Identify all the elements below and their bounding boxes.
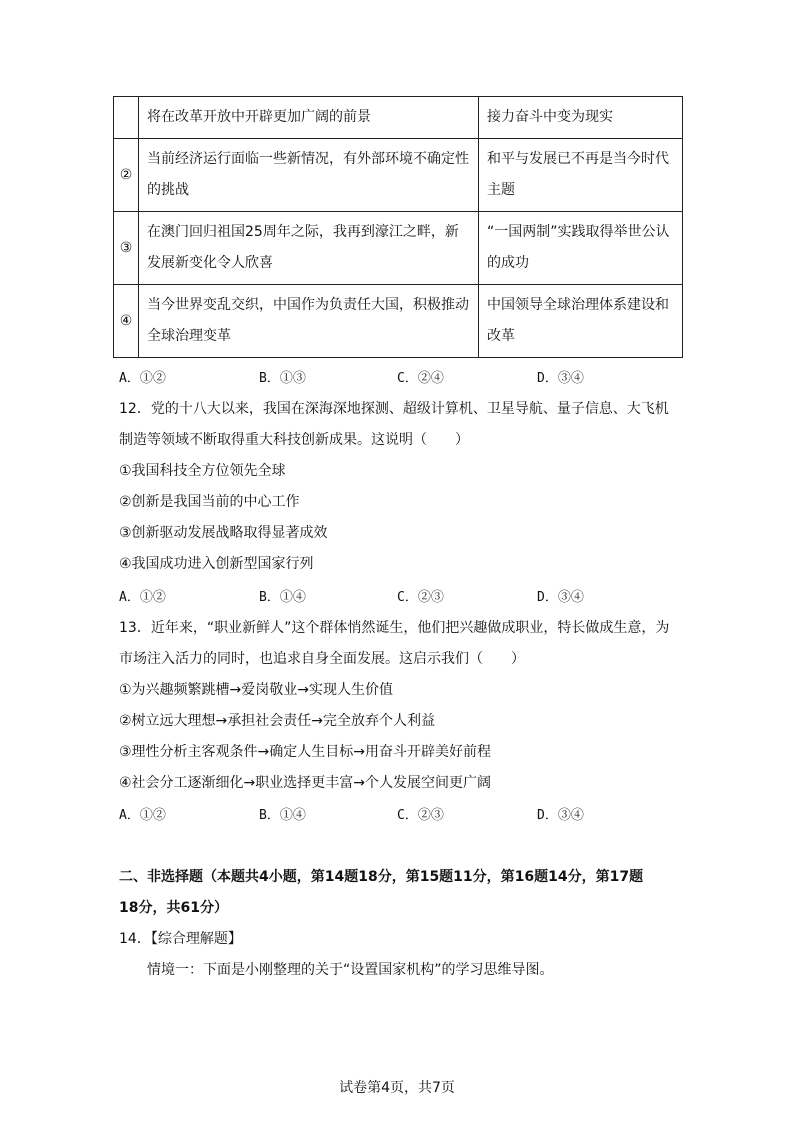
q12-stem-line1: 12．党的十八大以来，我国在深海深地探测、超级计算机、卫星导航、量子信息、大飞机 — [119, 401, 669, 417]
q11-option-b: B．①③ — [259, 371, 306, 386]
q13-stem-line1: 13．近年来，“职业新鲜人”这个群体悄然诞生，他们把兴趣做成职业，特长做成生意，为 — [119, 620, 670, 636]
table-row — [114, 212, 683, 285]
row-right-cell: 和平与发展已不再是当今时代主题 — [479, 139, 683, 212]
section-heading-line1: 二、非选择题（本题共4小题，第14题18分，第15题11分，第16题14分，第17题 — [119, 869, 644, 885]
row-left-cell: 当今世界变乱交织，中国作为负责任大国，积极推动全球治理变革 — [139, 285, 479, 358]
q12-item-3: ③创新驱动发展战略取得显著成效 — [119, 525, 328, 541]
q12-option-c: C．②③ — [397, 590, 444, 605]
q13-option-a: A．①② — [119, 808, 166, 823]
row-right-cell: 接力奋斗中变为现实 — [479, 97, 683, 139]
q13-option-d: D．③④ — [537, 808, 584, 823]
q12-stem-line2: 制造等领域不断取得重大科技创新成果。这说明（ ） — [119, 432, 469, 448]
row-right-cell: “一国两制”实践取得举世公认的成功 — [479, 212, 683, 285]
table-row — [114, 97, 683, 139]
q11-option-c: C．②④ — [397, 371, 444, 386]
q13-item-4: ④社会分工逐渐细化→职业选择更丰富→个人发展空间更广阔 — [119, 775, 492, 791]
row-number — [114, 97, 139, 139]
q13-stem-line2: 市场注入活力的同时，也追求自身全面发展。这启示我们（ ） — [119, 651, 525, 667]
q12-option-a: A．①② — [119, 590, 166, 605]
q12-option-d: D．③④ — [537, 590, 584, 605]
page-footer: 试卷第4页，共7页 — [339, 1080, 455, 1096]
row-number: ④ — [114, 285, 139, 358]
row-number: ② — [114, 139, 139, 212]
table-row — [114, 285, 683, 358]
q12-item-4: ④我国成功进入创新型国家行列 — [119, 556, 314, 572]
question-table — [113, 96, 683, 358]
row-number: ③ — [114, 212, 139, 285]
q12-option-b: B．①④ — [259, 590, 306, 605]
q13-item-2: ②树立远大理想→承担社会责任→完全放弃个人利益 — [119, 713, 436, 729]
q11-option-d: D．③④ — [537, 371, 584, 386]
q14-label: 14．【综合理解题】 — [119, 931, 242, 947]
row-left-cell: 在澳门回归祖国25周年之际，我再到濠江之畔，新发展新变化令人欣喜 — [139, 212, 479, 285]
row-right-cell: 中国领导全球治理体系建设和改革 — [479, 285, 683, 358]
section-heading-line2: 18分，共61分） — [119, 900, 228, 916]
q12-item-2: ②创新是我国当前的中心工作 — [119, 494, 300, 510]
q13-option-b: B．①④ — [259, 808, 306, 823]
q13-item-3: ③理性分析主客观条件→确定人生目标→用奋斗开辟美好前程 — [119, 744, 492, 760]
q11-option-a: A．①② — [119, 371, 166, 386]
row-left-cell: 当前经济运行面临一些新情况，有外部环境不确定性的挑战 — [139, 139, 479, 212]
q13-option-c: C．②③ — [397, 808, 444, 823]
q12-item-1: ①我国科技全方位领先全球 — [119, 463, 286, 479]
q13-item-1: ①为兴趣频繁跳槽→爱岗敬业→实现人生价值 — [119, 682, 394, 698]
row-left-cell: 将在改革开放中开辟更加广阔的前景 — [139, 97, 479, 139]
table-row — [114, 139, 683, 212]
q14-context: 情境一：下面是小刚整理的关于“设置国家机构”的学习思维导图。 — [147, 962, 554, 978]
